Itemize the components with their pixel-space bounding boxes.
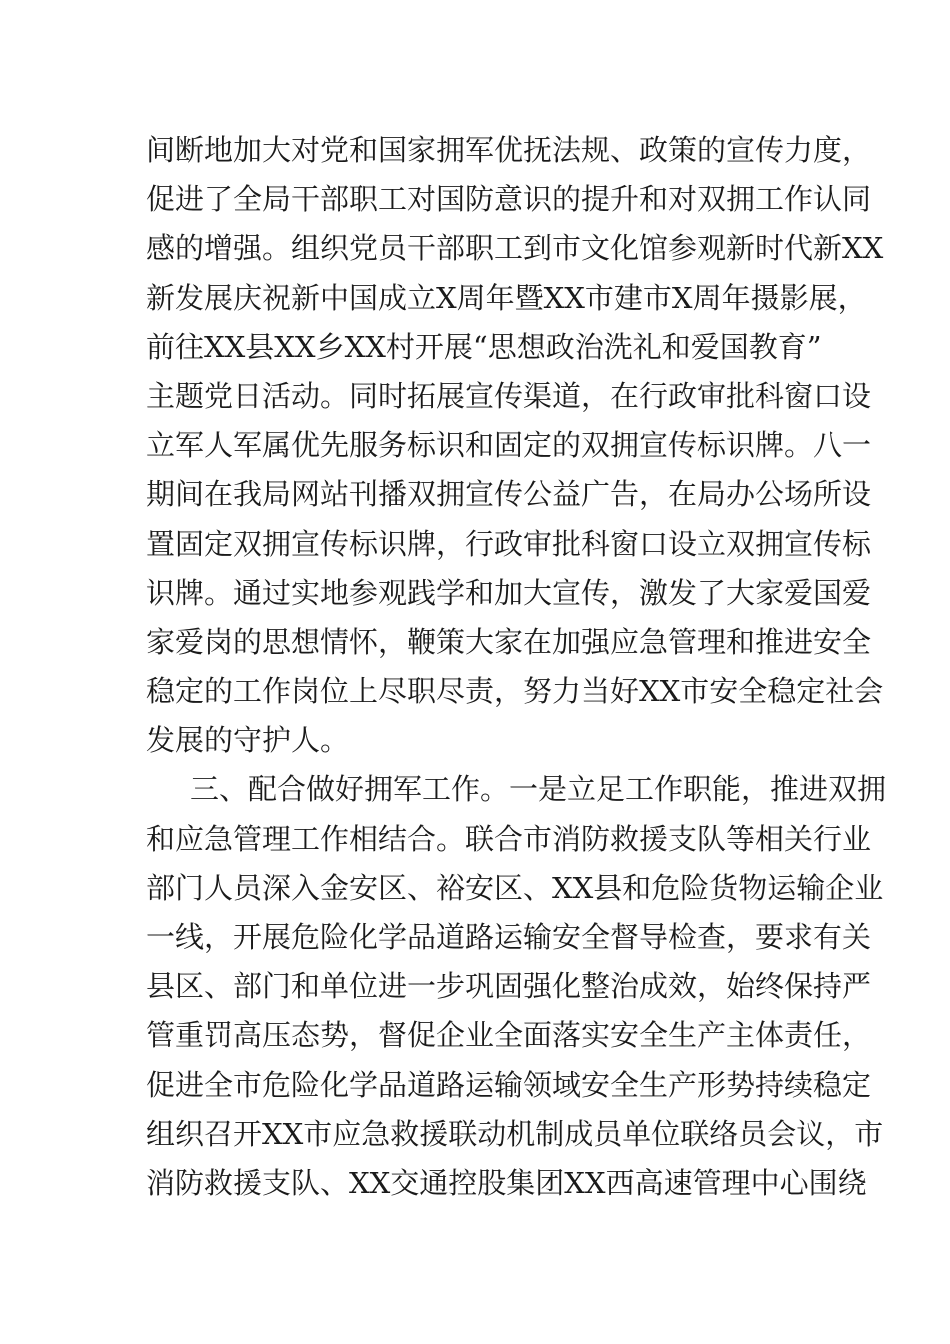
text-line: 感的增强。组织党员干部职工到市文化馆参观新时代新XX (146, 231, 884, 266)
text-line: 促进全市危险化学品道路运输领域安全生产形势持续稳定 (146, 1067, 872, 1102)
text-line: 管重罚高压态势，督促企业全面落实安全生产主体责任， (146, 1018, 872, 1053)
text-line: 组织召开XX市应急救援联动机制成员单位联络员会议，市 (146, 1116, 884, 1151)
text-line: 识牌。通过实地参观践学和加大宣传，激发了大家爱国爱 (146, 575, 872, 610)
text-line: 立军人军属优先服务标识和固定的双拥宣传标识牌。八一 (146, 428, 872, 463)
text-line: 县区、部门和单位进一步巩固强化整治成效，始终保持严 (146, 969, 872, 1004)
text-line: 稳定的工作岗位上尽职尽责，努力当好XX市安全稳定社会 (146, 674, 884, 709)
text-line: 前往XX县XX乡XX村开展“思想政治洗礼和爱国教育” (146, 329, 822, 364)
text-line: 新发展庆祝新中国成立X周年暨XX市建市X周年摄影展， (146, 280, 867, 315)
text-line: 家爱岗的思想情怀，鞭策大家在加强应急管理和推进安全 (146, 624, 872, 659)
text-line: 促进了全局干部职工对国防意识的提升和对双拥工作认同 (146, 182, 872, 217)
text-line: 期间在我局网站刊播双拥宣传公益广告，在局办公场所设 (146, 477, 872, 512)
text-line: 部门人员深入金安区、裕安区、XX县和危险货物运输企业 (146, 870, 884, 905)
text-line: 发展的守护人。 (146, 723, 350, 758)
section-heading-line: 三、配合做好拥军工作。一是立足工作职能，推进双拥 (190, 772, 887, 807)
text-line: 间断地加大对党和国家拥军优抚法规、政策的宣传力度， (146, 133, 872, 167)
text-line: 置固定双拥宣传标识牌，行政审批科窗口设立双拥宣传标 (146, 526, 872, 561)
text-line: 一线，开展危险化学品道路运输安全督导检查，要求有关 (146, 920, 872, 954)
text-line: 消防救援支队、XX交通控股集团XX西高速管理中心围绕 (146, 1165, 867, 1200)
text-line: 和应急管理工作相结合。联合市消防救援支队等相关行业 (146, 821, 872, 856)
document-body-text (146, 126, 887, 1208)
text-line: 主题党日活动。同时拓展宣传渠道，在行政审批科窗口设 (146, 378, 872, 413)
